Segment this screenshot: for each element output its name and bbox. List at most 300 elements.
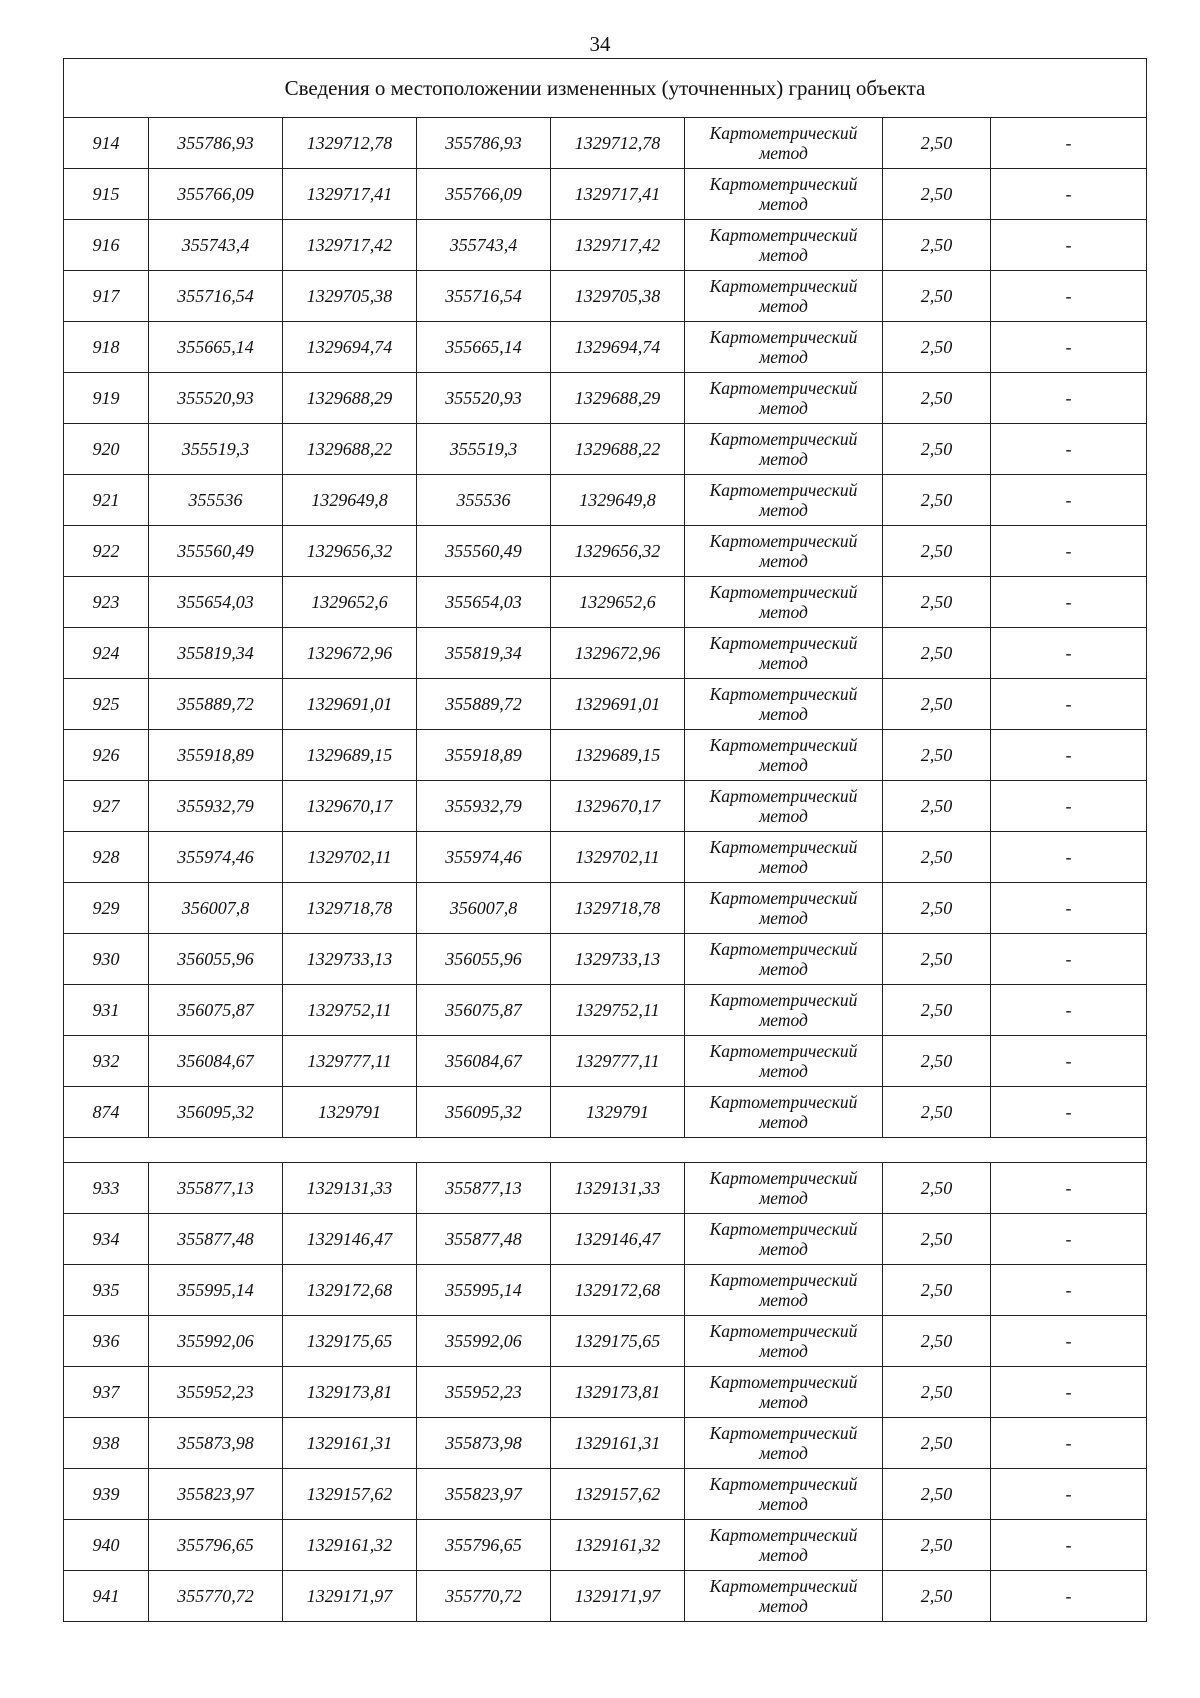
existing-x-cell: 355932,79 <box>149 781 283 832</box>
refined-x-cell: 356075,87 <box>417 985 551 1036</box>
refined-y-cell: 1329691,01 <box>551 679 685 730</box>
table-row <box>64 883 1147 934</box>
method-cell <box>685 730 883 781</box>
method-text-line1: Картометрический <box>709 1474 858 1494</box>
refined-x-cell: 355716,54 <box>417 271 551 322</box>
refined-x-cell: 355536 <box>417 475 551 526</box>
table-title-row <box>64 59 1147 118</box>
point-number-cell: 928 <box>64 832 149 883</box>
existing-x-cell: 355877,13 <box>149 1163 283 1214</box>
note-cell: - <box>991 883 1147 934</box>
method-text-line2: метод <box>759 1341 808 1361</box>
accuracy-cell: 2,50 <box>883 373 991 424</box>
point-number-cell: 939 <box>64 1469 149 1520</box>
method-text-line1: Картометрический <box>709 1576 858 1596</box>
method-text-line2: метод <box>759 755 808 775</box>
note-cell: - <box>991 475 1147 526</box>
refined-y-cell: 1329649,8 <box>551 475 685 526</box>
method-cell <box>685 1520 883 1571</box>
refined-y-cell: 1329791 <box>551 1087 685 1138</box>
refined-x-cell: 355743,4 <box>417 220 551 271</box>
accuracy-cell: 2,50 <box>883 577 991 628</box>
accuracy-cell: 2,50 <box>883 169 991 220</box>
method-text-line1: Картометрический <box>709 1041 858 1061</box>
refined-y-cell: 1329173,81 <box>551 1367 685 1418</box>
method-cell <box>685 322 883 373</box>
existing-y-cell: 1329705,38 <box>283 271 417 322</box>
existing-x-cell: 355786,93 <box>149 118 283 169</box>
accuracy-cell: 2,50 <box>883 832 991 883</box>
note-cell: - <box>991 679 1147 730</box>
refined-x-cell: 355796,65 <box>417 1520 551 1571</box>
table-row <box>64 526 1147 577</box>
accuracy-cell: 2,50 <box>883 1087 991 1138</box>
existing-y-cell: 1329691,01 <box>283 679 417 730</box>
existing-y-cell: 1329733,13 <box>283 934 417 985</box>
table-row <box>64 271 1147 322</box>
note-cell: - <box>991 118 1147 169</box>
table-row <box>64 679 1147 730</box>
table-row <box>64 1418 1147 1469</box>
method-text-line2: метод <box>759 1392 808 1412</box>
refined-y-cell: 1329689,15 <box>551 730 685 781</box>
table-row <box>64 475 1147 526</box>
existing-x-cell: 355770,72 <box>149 1571 283 1622</box>
refined-y-cell: 1329652,6 <box>551 577 685 628</box>
accuracy-cell: 2,50 <box>883 526 991 577</box>
note-cell: - <box>991 577 1147 628</box>
existing-x-cell: 356084,67 <box>149 1036 283 1087</box>
method-cell <box>685 373 883 424</box>
refined-x-cell: 355952,23 <box>417 1367 551 1418</box>
accuracy-cell: 2,50 <box>883 1316 991 1367</box>
method-text-line1: Картометрический <box>709 1270 858 1290</box>
refined-y-cell: 1329752,11 <box>551 985 685 1036</box>
existing-y-cell: 1329717,42 <box>283 220 417 271</box>
existing-y-cell: 1329161,31 <box>283 1418 417 1469</box>
table-row <box>64 730 1147 781</box>
accuracy-cell: 2,50 <box>883 322 991 373</box>
existing-y-cell: 1329157,62 <box>283 1469 417 1520</box>
method-text-line2: метод <box>759 143 808 163</box>
existing-y-cell: 1329161,32 <box>283 1520 417 1571</box>
note-cell: - <box>991 1520 1147 1571</box>
refined-x-cell: 356084,67 <box>417 1036 551 1087</box>
note-cell: - <box>991 832 1147 883</box>
method-cell <box>685 1163 883 1214</box>
refined-x-cell: 355819,34 <box>417 628 551 679</box>
table-row <box>64 169 1147 220</box>
method-text-line2: метод <box>759 704 808 724</box>
method-text-line1: Картометрический <box>709 786 858 806</box>
note-cell: - <box>991 526 1147 577</box>
method-text-line2: метод <box>759 296 808 316</box>
table-row <box>64 322 1147 373</box>
refined-x-cell: 355786,93 <box>417 118 551 169</box>
refined-x-cell: 355992,06 <box>417 1316 551 1367</box>
existing-y-cell: 1329791 <box>283 1087 417 1138</box>
accuracy-cell: 2,50 <box>883 934 991 985</box>
refined-y-cell: 1329718,78 <box>551 883 685 934</box>
method-text-line2: метод <box>759 857 808 877</box>
existing-y-cell: 1329672,96 <box>283 628 417 679</box>
table-row <box>64 1571 1147 1622</box>
group-separator-cell <box>64 1138 1147 1163</box>
refined-y-cell: 1329172,68 <box>551 1265 685 1316</box>
existing-y-cell: 1329670,17 <box>283 781 417 832</box>
existing-y-cell: 1329175,65 <box>283 1316 417 1367</box>
refined-y-cell: 1329161,31 <box>551 1418 685 1469</box>
refined-y-cell: 1329672,96 <box>551 628 685 679</box>
method-cell <box>685 1418 883 1469</box>
note-cell: - <box>991 730 1147 781</box>
refined-x-cell: 355519,3 <box>417 424 551 475</box>
accuracy-cell: 2,50 <box>883 118 991 169</box>
note-cell: - <box>991 1571 1147 1622</box>
accuracy-cell: 2,50 <box>883 781 991 832</box>
table-row <box>64 1036 1147 1087</box>
method-text-line1: Картометрический <box>709 531 858 551</box>
method-text-line2: метод <box>759 1494 808 1514</box>
note-cell: - <box>991 781 1147 832</box>
method-text-line2: метод <box>759 500 808 520</box>
existing-x-cell: 355716,54 <box>149 271 283 322</box>
existing-y-cell: 1329688,29 <box>283 373 417 424</box>
point-number-cell: 935 <box>64 1265 149 1316</box>
accuracy-cell: 2,50 <box>883 475 991 526</box>
existing-x-cell: 355952,23 <box>149 1367 283 1418</box>
method-cell <box>685 118 883 169</box>
method-cell <box>685 577 883 628</box>
existing-x-cell: 355918,89 <box>149 730 283 781</box>
method-text-line1: Картометрический <box>709 1372 858 1392</box>
existing-y-cell: 1329702,11 <box>283 832 417 883</box>
accuracy-cell: 2,50 <box>883 679 991 730</box>
method-cell <box>685 1036 883 1087</box>
point-number-cell: 874 <box>64 1087 149 1138</box>
accuracy-cell: 2,50 <box>883 985 991 1036</box>
existing-x-cell: 355819,34 <box>149 628 283 679</box>
table-row <box>64 1367 1147 1418</box>
refined-y-cell: 1329712,78 <box>551 118 685 169</box>
point-number-cell: 914 <box>64 118 149 169</box>
point-number-cell: 926 <box>64 730 149 781</box>
method-text-line1: Картометрический <box>709 684 858 704</box>
refined-x-cell: 355520,93 <box>417 373 551 424</box>
method-cell <box>685 628 883 679</box>
existing-x-cell: 355796,65 <box>149 1520 283 1571</box>
point-number-cell: 931 <box>64 985 149 1036</box>
refined-y-cell: 1329688,22 <box>551 424 685 475</box>
refined-y-cell: 1329131,33 <box>551 1163 685 1214</box>
note-cell: - <box>991 169 1147 220</box>
existing-x-cell: 355974,46 <box>149 832 283 883</box>
note-cell: - <box>991 1265 1147 1316</box>
method-text-line1: Картометрический <box>709 225 858 245</box>
note-cell: - <box>991 1469 1147 1520</box>
refined-y-cell: 1329175,65 <box>551 1316 685 1367</box>
existing-x-cell: 355654,03 <box>149 577 283 628</box>
refined-x-cell: 355877,48 <box>417 1214 551 1265</box>
method-cell <box>685 781 883 832</box>
method-text-line2: метод <box>759 602 808 622</box>
note-cell: - <box>991 424 1147 475</box>
method-text-line2: метод <box>759 1010 808 1030</box>
method-text-line1: Картометрический <box>709 123 858 143</box>
accuracy-cell: 2,50 <box>883 1265 991 1316</box>
method-text-line2: метод <box>759 551 808 571</box>
table-row <box>64 1163 1147 1214</box>
point-number-cell: 930 <box>64 934 149 985</box>
method-cell <box>685 985 883 1036</box>
accuracy-cell: 2,50 <box>883 1214 991 1265</box>
point-number-cell: 923 <box>64 577 149 628</box>
existing-x-cell: 355873,98 <box>149 1418 283 1469</box>
existing-x-cell: 355877,48 <box>149 1214 283 1265</box>
existing-x-cell: 355766,09 <box>149 169 283 220</box>
method-text-line1: Картометрический <box>709 327 858 347</box>
method-text-line2: метод <box>759 653 808 673</box>
existing-y-cell: 1329689,15 <box>283 730 417 781</box>
accuracy-cell: 2,50 <box>883 1520 991 1571</box>
point-number-cell: 936 <box>64 1316 149 1367</box>
existing-y-cell: 1329652,6 <box>283 577 417 628</box>
method-text-line2: метод <box>759 806 808 826</box>
method-cell <box>685 883 883 934</box>
accuracy-cell: 2,50 <box>883 1163 991 1214</box>
note-cell: - <box>991 985 1147 1036</box>
existing-y-cell: 1329694,74 <box>283 322 417 373</box>
accuracy-cell: 2,50 <box>883 220 991 271</box>
table-row <box>64 1469 1147 1520</box>
method-text-line1: Картометрический <box>709 939 858 959</box>
method-text-line2: метод <box>759 1545 808 1565</box>
note-cell: - <box>991 1087 1147 1138</box>
table-row <box>64 934 1147 985</box>
note-cell: - <box>991 1163 1147 1214</box>
table-row <box>64 373 1147 424</box>
method-text-line1: Картометрический <box>709 1092 858 1112</box>
note-cell: - <box>991 1036 1147 1087</box>
existing-x-cell: 356095,32 <box>149 1087 283 1138</box>
existing-y-cell: 1329752,11 <box>283 985 417 1036</box>
accuracy-cell: 2,50 <box>883 271 991 322</box>
method-text-line2: метод <box>759 1443 808 1463</box>
table-row <box>64 781 1147 832</box>
method-text-line1: Картометрический <box>709 990 858 1010</box>
existing-y-cell: 1329717,41 <box>283 169 417 220</box>
existing-y-cell: 1329146,47 <box>283 1214 417 1265</box>
method-cell <box>685 1087 883 1138</box>
method-text-line2: метод <box>759 908 808 928</box>
refined-x-cell: 356095,32 <box>417 1087 551 1138</box>
existing-x-cell: 356055,96 <box>149 934 283 985</box>
refined-x-cell: 355665,14 <box>417 322 551 373</box>
refined-y-cell: 1329777,11 <box>551 1036 685 1087</box>
refined-x-cell: 355974,46 <box>417 832 551 883</box>
point-number-cell: 927 <box>64 781 149 832</box>
table-row <box>64 985 1147 1036</box>
point-number-cell: 933 <box>64 1163 149 1214</box>
refined-y-cell: 1329146,47 <box>551 1214 685 1265</box>
note-cell: - <box>991 322 1147 373</box>
refined-y-cell: 1329161,32 <box>551 1520 685 1571</box>
point-number-cell: 925 <box>64 679 149 730</box>
existing-y-cell: 1329172,68 <box>283 1265 417 1316</box>
point-number-cell: 915 <box>64 169 149 220</box>
refined-y-cell: 1329688,29 <box>551 373 685 424</box>
refined-y-cell: 1329694,74 <box>551 322 685 373</box>
existing-y-cell: 1329171,97 <box>283 1571 417 1622</box>
existing-x-cell: 355520,93 <box>149 373 283 424</box>
method-text-line1: Картометрический <box>709 174 858 194</box>
method-text-line2: метод <box>759 245 808 265</box>
table-row <box>64 1214 1147 1265</box>
existing-x-cell: 355665,14 <box>149 322 283 373</box>
point-number-cell: 916 <box>64 220 149 271</box>
method-text-line2: метод <box>759 194 808 214</box>
existing-y-cell: 1329688,22 <box>283 424 417 475</box>
method-cell <box>685 1316 883 1367</box>
method-text-line2: метод <box>759 449 808 469</box>
refined-y-cell: 1329705,38 <box>551 271 685 322</box>
refined-y-cell: 1329670,17 <box>551 781 685 832</box>
table-row <box>64 832 1147 883</box>
existing-x-cell: 355743,4 <box>149 220 283 271</box>
refined-x-cell: 355654,03 <box>417 577 551 628</box>
method-cell <box>685 1265 883 1316</box>
page-number: 34 <box>589 32 611 56</box>
table-row <box>64 1316 1147 1367</box>
method-cell <box>685 934 883 985</box>
method-text-line1: Картометрический <box>709 888 858 908</box>
refined-x-cell: 355889,72 <box>417 679 551 730</box>
table-row <box>64 1087 1147 1138</box>
existing-y-cell: 1329777,11 <box>283 1036 417 1087</box>
point-number-cell: 920 <box>64 424 149 475</box>
table-title: Сведения о местоположении измененных (уточненных) границ объекта <box>64 59 1147 118</box>
method-cell <box>685 1469 883 1520</box>
existing-x-cell: 356075,87 <box>149 985 283 1036</box>
accuracy-cell: 2,50 <box>883 1469 991 1520</box>
note-cell: - <box>991 934 1147 985</box>
method-text-line1: Картометрический <box>709 276 858 296</box>
note-cell: - <box>991 271 1147 322</box>
note-cell: - <box>991 628 1147 679</box>
accuracy-cell: 2,50 <box>883 1036 991 1087</box>
refined-x-cell: 355770,72 <box>417 1571 551 1622</box>
refined-x-cell: 355873,98 <box>417 1418 551 1469</box>
accuracy-cell: 2,50 <box>883 883 991 934</box>
method-text-line1: Картометрический <box>709 1321 858 1341</box>
refined-y-cell: 1329702,11 <box>551 832 685 883</box>
method-text-line1: Картометрический <box>709 837 858 857</box>
accuracy-cell: 2,50 <box>883 424 991 475</box>
note-cell: - <box>991 1316 1147 1367</box>
method-text-line1: Картометрический <box>709 1219 858 1239</box>
refined-y-cell: 1329157,62 <box>551 1469 685 1520</box>
existing-x-cell: 355995,14 <box>149 1265 283 1316</box>
method-text-line2: метод <box>759 1596 808 1616</box>
method-text-line1: Картометрический <box>709 1423 858 1443</box>
table-row <box>64 1520 1147 1571</box>
method-cell <box>685 1571 883 1622</box>
method-cell <box>685 424 883 475</box>
point-number-cell: 932 <box>64 1036 149 1087</box>
method-cell <box>685 832 883 883</box>
existing-y-cell: 1329656,32 <box>283 526 417 577</box>
point-number-cell: 918 <box>64 322 149 373</box>
note-cell: - <box>991 1367 1147 1418</box>
method-text-line2: метод <box>759 1239 808 1259</box>
table-row <box>64 577 1147 628</box>
method-text-line2: метод <box>759 347 808 367</box>
table-row <box>64 118 1147 169</box>
note-cell: - <box>991 1214 1147 1265</box>
table-row <box>64 220 1147 271</box>
method-text-line2: метод <box>759 1061 808 1081</box>
note-cell: - <box>991 220 1147 271</box>
note-cell: - <box>991 1418 1147 1469</box>
point-number-cell: 919 <box>64 373 149 424</box>
table-row <box>64 1265 1147 1316</box>
refined-y-cell: 1329171,97 <box>551 1571 685 1622</box>
method-cell <box>685 526 883 577</box>
point-number-cell: 924 <box>64 628 149 679</box>
method-cell <box>685 1367 883 1418</box>
group-separator-row <box>64 1138 1147 1163</box>
method-text-line2: метод <box>759 1290 808 1310</box>
method-text-line1: Картометрический <box>709 1168 858 1188</box>
existing-y-cell: 1329173,81 <box>283 1367 417 1418</box>
existing-x-cell: 355992,06 <box>149 1316 283 1367</box>
accuracy-cell: 2,50 <box>883 1571 991 1622</box>
method-cell <box>685 679 883 730</box>
point-number-cell: 929 <box>64 883 149 934</box>
table-row <box>64 424 1147 475</box>
method-text-line2: метод <box>759 1112 808 1132</box>
accuracy-cell: 2,50 <box>883 1418 991 1469</box>
refined-y-cell: 1329717,41 <box>551 169 685 220</box>
method-cell <box>685 1214 883 1265</box>
point-number-cell: 940 <box>64 1520 149 1571</box>
method-text-line1: Картометрический <box>709 633 858 653</box>
refined-x-cell: 355877,13 <box>417 1163 551 1214</box>
method-text-line1: Картометрический <box>709 582 858 602</box>
point-number-cell: 937 <box>64 1367 149 1418</box>
existing-x-cell: 355519,3 <box>149 424 283 475</box>
point-number-cell: 922 <box>64 526 149 577</box>
accuracy-cell: 2,50 <box>883 1367 991 1418</box>
method-text-line1: Картометрический <box>709 378 858 398</box>
method-text-line1: Картометрический <box>709 735 858 755</box>
point-number-cell: 938 <box>64 1418 149 1469</box>
existing-x-cell: 355823,97 <box>149 1469 283 1520</box>
point-number-cell: 941 <box>64 1571 149 1622</box>
refined-y-cell: 1329656,32 <box>551 526 685 577</box>
existing-y-cell: 1329718,78 <box>283 883 417 934</box>
point-number-cell: 934 <box>64 1214 149 1265</box>
method-text-line1: Картометрический <box>709 1525 858 1545</box>
refined-x-cell: 355560,49 <box>417 526 551 577</box>
refined-y-cell: 1329717,42 <box>551 220 685 271</box>
boundary-coordinates-table <box>63 58 1147 1622</box>
existing-x-cell: 356007,8 <box>149 883 283 934</box>
method-text-line1: Картометрический <box>709 480 858 500</box>
method-text-line1: Картометрический <box>709 429 858 449</box>
refined-x-cell: 356007,8 <box>417 883 551 934</box>
table-row <box>64 628 1147 679</box>
